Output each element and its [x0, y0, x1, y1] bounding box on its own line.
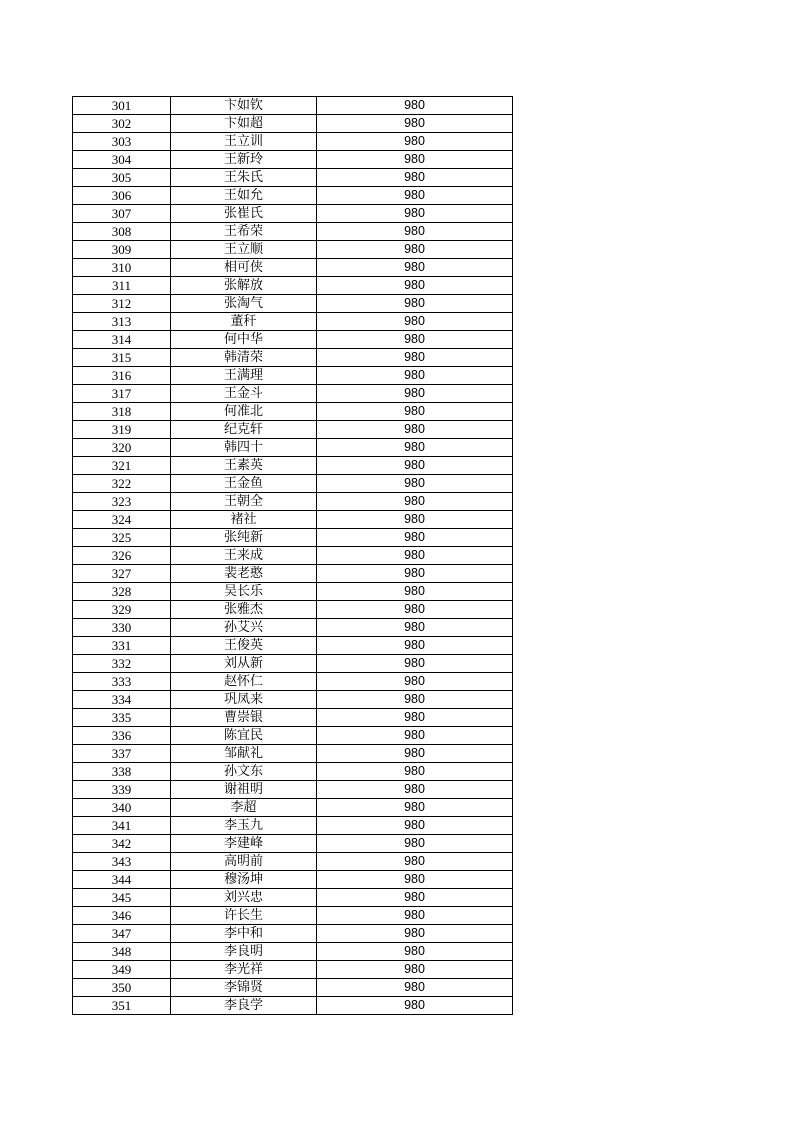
- table-row: [73, 151, 513, 169]
- table-row: [73, 709, 513, 727]
- row-number-cell: 340: [73, 799, 171, 817]
- amount-cell: 980: [317, 907, 513, 925]
- row-number-cell: 346: [73, 907, 171, 925]
- table-row: [73, 259, 513, 277]
- name-cell: 王素英: [171, 457, 317, 475]
- name-cell: 王俊英: [171, 637, 317, 655]
- amount-cell: 980: [317, 565, 513, 583]
- amount-cell: 980: [317, 745, 513, 763]
- row-number-cell: 342: [73, 835, 171, 853]
- table-row: [73, 727, 513, 745]
- table-row: [73, 439, 513, 457]
- amount-cell: 980: [317, 367, 513, 385]
- amount-cell: 980: [317, 691, 513, 709]
- amount-cell: 980: [317, 943, 513, 961]
- table-row: [73, 223, 513, 241]
- row-number-cell: 347: [73, 925, 171, 943]
- table-row: [73, 349, 513, 367]
- name-cell: 李中和: [171, 925, 317, 943]
- table-row: [73, 961, 513, 979]
- row-number-cell: 307: [73, 205, 171, 223]
- table-row: [73, 97, 513, 115]
- row-number-cell: 332: [73, 655, 171, 673]
- name-cell: 刘从新: [171, 655, 317, 673]
- name-cell: 褚社: [171, 511, 317, 529]
- table-row: [73, 979, 513, 997]
- table-row: [73, 511, 513, 529]
- table-row: [73, 997, 513, 1015]
- amount-cell: 980: [317, 241, 513, 259]
- name-cell: 陈宜民: [171, 727, 317, 745]
- amount-cell: 980: [317, 439, 513, 457]
- row-number-cell: 334: [73, 691, 171, 709]
- name-cell: 李良学: [171, 997, 317, 1015]
- amount-cell: 980: [317, 349, 513, 367]
- name-cell: 卞如超: [171, 115, 317, 133]
- table-row: [73, 529, 513, 547]
- name-cell: 王朱氏: [171, 169, 317, 187]
- amount-cell: 980: [317, 385, 513, 403]
- row-number-cell: 350: [73, 979, 171, 997]
- name-cell: 穆汤坤: [171, 871, 317, 889]
- amount-cell: 980: [317, 475, 513, 493]
- data-table: [72, 96, 513, 1015]
- row-number-cell: 348: [73, 943, 171, 961]
- name-cell: 吴长乐: [171, 583, 317, 601]
- name-cell: 李锦贤: [171, 979, 317, 997]
- amount-cell: 980: [317, 457, 513, 475]
- row-number-cell: 323: [73, 493, 171, 511]
- table-row: [73, 241, 513, 259]
- row-number-cell: 310: [73, 259, 171, 277]
- name-cell: 张淘气: [171, 295, 317, 313]
- amount-cell: 980: [317, 853, 513, 871]
- name-cell: 何中华: [171, 331, 317, 349]
- row-number-cell: 333: [73, 673, 171, 691]
- name-cell: 谢祖明: [171, 781, 317, 799]
- row-number-cell: 311: [73, 277, 171, 295]
- row-number-cell: 328: [73, 583, 171, 601]
- name-cell: 卞如钦: [171, 97, 317, 115]
- name-cell: 李超: [171, 799, 317, 817]
- table-row: [73, 799, 513, 817]
- amount-cell: 980: [317, 115, 513, 133]
- table-row: [73, 205, 513, 223]
- table-row: [73, 817, 513, 835]
- row-number-cell: 303: [73, 133, 171, 151]
- amount-cell: 980: [317, 97, 513, 115]
- amount-cell: 980: [317, 799, 513, 817]
- table-row: [73, 583, 513, 601]
- table-row: [73, 565, 513, 583]
- amount-cell: 980: [317, 421, 513, 439]
- amount-cell: 980: [317, 835, 513, 853]
- amount-cell: 980: [317, 583, 513, 601]
- amount-cell: 980: [317, 205, 513, 223]
- amount-cell: 980: [317, 529, 513, 547]
- amount-cell: 980: [317, 889, 513, 907]
- amount-cell: 980: [317, 187, 513, 205]
- row-number-cell: 339: [73, 781, 171, 799]
- name-cell: 王立顺: [171, 241, 317, 259]
- row-number-cell: 330: [73, 619, 171, 637]
- amount-cell: 980: [317, 601, 513, 619]
- row-number-cell: 329: [73, 601, 171, 619]
- row-number-cell: 314: [73, 331, 171, 349]
- name-cell: 李建峰: [171, 835, 317, 853]
- name-cell: 王立训: [171, 133, 317, 151]
- name-cell: 李良明: [171, 943, 317, 961]
- table-row: [73, 601, 513, 619]
- name-cell: 李玉九: [171, 817, 317, 835]
- amount-cell: 980: [317, 619, 513, 637]
- amount-cell: 980: [317, 817, 513, 835]
- name-cell: 相可侠: [171, 259, 317, 277]
- name-cell: 王如允: [171, 187, 317, 205]
- name-cell: 纪克轩: [171, 421, 317, 439]
- table-row: [73, 835, 513, 853]
- table-row: [73, 673, 513, 691]
- table-row: [73, 943, 513, 961]
- table-row: [73, 889, 513, 907]
- row-number-cell: 304: [73, 151, 171, 169]
- amount-cell: 980: [317, 331, 513, 349]
- row-number-cell: 306: [73, 187, 171, 205]
- name-cell: 王金鱼: [171, 475, 317, 493]
- name-cell: 王朝全: [171, 493, 317, 511]
- row-number-cell: 308: [73, 223, 171, 241]
- table-row: [73, 457, 513, 475]
- amount-cell: 980: [317, 979, 513, 997]
- amount-cell: 980: [317, 133, 513, 151]
- name-cell: 高明前: [171, 853, 317, 871]
- name-cell: 韩四十: [171, 439, 317, 457]
- row-number-cell: 317: [73, 385, 171, 403]
- row-number-cell: 345: [73, 889, 171, 907]
- name-cell: 韩清荣: [171, 349, 317, 367]
- row-number-cell: 322: [73, 475, 171, 493]
- name-cell: 赵怀仁: [171, 673, 317, 691]
- name-cell: 裴老憨: [171, 565, 317, 583]
- row-number-cell: 331: [73, 637, 171, 655]
- amount-cell: 980: [317, 673, 513, 691]
- name-cell: 张解放: [171, 277, 317, 295]
- table-row: [73, 475, 513, 493]
- table-row: [73, 133, 513, 151]
- row-number-cell: 316: [73, 367, 171, 385]
- amount-cell: 980: [317, 997, 513, 1015]
- table-row: [73, 637, 513, 655]
- amount-cell: 980: [317, 727, 513, 745]
- row-number-cell: 312: [73, 295, 171, 313]
- table-row: [73, 403, 513, 421]
- name-cell: 董秆: [171, 313, 317, 331]
- amount-cell: 980: [317, 169, 513, 187]
- name-cell: 王希荣: [171, 223, 317, 241]
- row-number-cell: 338: [73, 763, 171, 781]
- row-number-cell: 301: [73, 97, 171, 115]
- name-cell: 巩凤来: [171, 691, 317, 709]
- row-number-cell: 321: [73, 457, 171, 475]
- row-number-cell: 318: [73, 403, 171, 421]
- amount-cell: 980: [317, 871, 513, 889]
- amount-cell: 980: [317, 781, 513, 799]
- table-row: [73, 763, 513, 781]
- amount-cell: 980: [317, 313, 513, 331]
- amount-cell: 980: [317, 709, 513, 727]
- row-number-cell: 315: [73, 349, 171, 367]
- row-number-cell: 305: [73, 169, 171, 187]
- table-row: [73, 871, 513, 889]
- name-cell: 张崔氏: [171, 205, 317, 223]
- table-row: [73, 115, 513, 133]
- table-row: [73, 295, 513, 313]
- table-row: [73, 187, 513, 205]
- name-cell: 王满理: [171, 367, 317, 385]
- table-row: [73, 331, 513, 349]
- amount-cell: 980: [317, 547, 513, 565]
- table-body: [73, 97, 513, 1015]
- amount-cell: 980: [317, 511, 513, 529]
- name-cell: 孙文东: [171, 763, 317, 781]
- table-row: [73, 385, 513, 403]
- name-cell: 许长生: [171, 907, 317, 925]
- table-row: [73, 313, 513, 331]
- table-row: [73, 907, 513, 925]
- table-row: [73, 493, 513, 511]
- amount-cell: 980: [317, 403, 513, 421]
- name-cell: 王金斗: [171, 385, 317, 403]
- table-row: [73, 547, 513, 565]
- row-number-cell: 349: [73, 961, 171, 979]
- table-row: [73, 169, 513, 187]
- row-number-cell: 309: [73, 241, 171, 259]
- name-cell: 王来成: [171, 547, 317, 565]
- name-cell: 何准北: [171, 403, 317, 421]
- amount-cell: 980: [317, 655, 513, 673]
- table-row: [73, 691, 513, 709]
- name-cell: 王新玲: [171, 151, 317, 169]
- row-number-cell: 343: [73, 853, 171, 871]
- amount-cell: 980: [317, 925, 513, 943]
- name-cell: 李光祥: [171, 961, 317, 979]
- row-number-cell: 351: [73, 997, 171, 1015]
- amount-cell: 980: [317, 493, 513, 511]
- row-number-cell: 335: [73, 709, 171, 727]
- amount-cell: 980: [317, 961, 513, 979]
- amount-cell: 980: [317, 277, 513, 295]
- table-row: [73, 853, 513, 871]
- table-row: [73, 925, 513, 943]
- amount-cell: 980: [317, 295, 513, 313]
- name-cell: 张纯新: [171, 529, 317, 547]
- row-number-cell: 326: [73, 547, 171, 565]
- row-number-cell: 337: [73, 745, 171, 763]
- table-row: [73, 781, 513, 799]
- table-row: [73, 421, 513, 439]
- name-cell: 邹献礼: [171, 745, 317, 763]
- row-number-cell: 327: [73, 565, 171, 583]
- table-row: [73, 619, 513, 637]
- name-cell: 孙艾兴: [171, 619, 317, 637]
- name-cell: 曹崇银: [171, 709, 317, 727]
- row-number-cell: 336: [73, 727, 171, 745]
- table-row: [73, 655, 513, 673]
- table-row: [73, 745, 513, 763]
- row-number-cell: 325: [73, 529, 171, 547]
- row-number-cell: 319: [73, 421, 171, 439]
- amount-cell: 980: [317, 151, 513, 169]
- amount-cell: 980: [317, 637, 513, 655]
- table-row: [73, 367, 513, 385]
- amount-cell: 980: [317, 223, 513, 241]
- row-number-cell: 320: [73, 439, 171, 457]
- table-row: [73, 277, 513, 295]
- name-cell: 刘兴忠: [171, 889, 317, 907]
- row-number-cell: 344: [73, 871, 171, 889]
- row-number-cell: 324: [73, 511, 171, 529]
- name-cell: 张雅杰: [171, 601, 317, 619]
- amount-cell: 980: [317, 259, 513, 277]
- row-number-cell: 341: [73, 817, 171, 835]
- amount-cell: 980: [317, 763, 513, 781]
- row-number-cell: 313: [73, 313, 171, 331]
- row-number-cell: 302: [73, 115, 171, 133]
